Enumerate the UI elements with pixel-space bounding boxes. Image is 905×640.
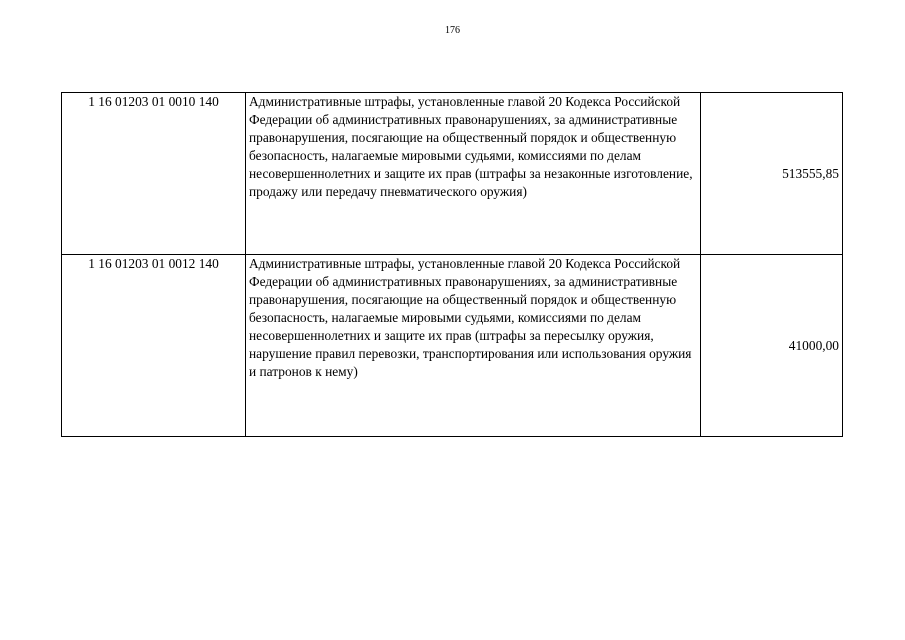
page-number: 176 bbox=[445, 25, 460, 36]
budget-code-cell: 1 16 01203 01 0010 140 bbox=[62, 93, 246, 255]
table-row bbox=[62, 93, 843, 255]
budget-code-cell: 1 16 01203 01 0012 140 bbox=[62, 255, 246, 437]
description-cell: Административные штрафы, установленные главой 20 Кодекса Российской Федерации об административных правонарушениях, за административные правонарушения, посягающие на общественный порядок и общественную безопасность, налагаемые мировыми судьями, комиссиями по делам несовершеннолетних и защите их прав (штрафы за незаконные изготовление, продажу или передачу пневматического оружия) bbox=[246, 93, 701, 255]
description-cell: Административные штрафы, установленные главой 20 Кодекса Российской Федерации об административных правонарушениях, за административные правонарушения, посягающие на общественный порядок и общественную безопасность, налагаемые мировыми судьями, комиссиями по делам несовершеннолетних и защите их прав (штрафы за пересылку оружия, нарушение правил перевозки, транспортирования или использования оружия и патронов к нему) bbox=[246, 255, 701, 437]
budget-table bbox=[61, 92, 843, 437]
amount-cell: 41000,00 bbox=[701, 255, 843, 437]
amount-cell: 513555,85 bbox=[701, 93, 843, 255]
table-row bbox=[62, 255, 843, 437]
